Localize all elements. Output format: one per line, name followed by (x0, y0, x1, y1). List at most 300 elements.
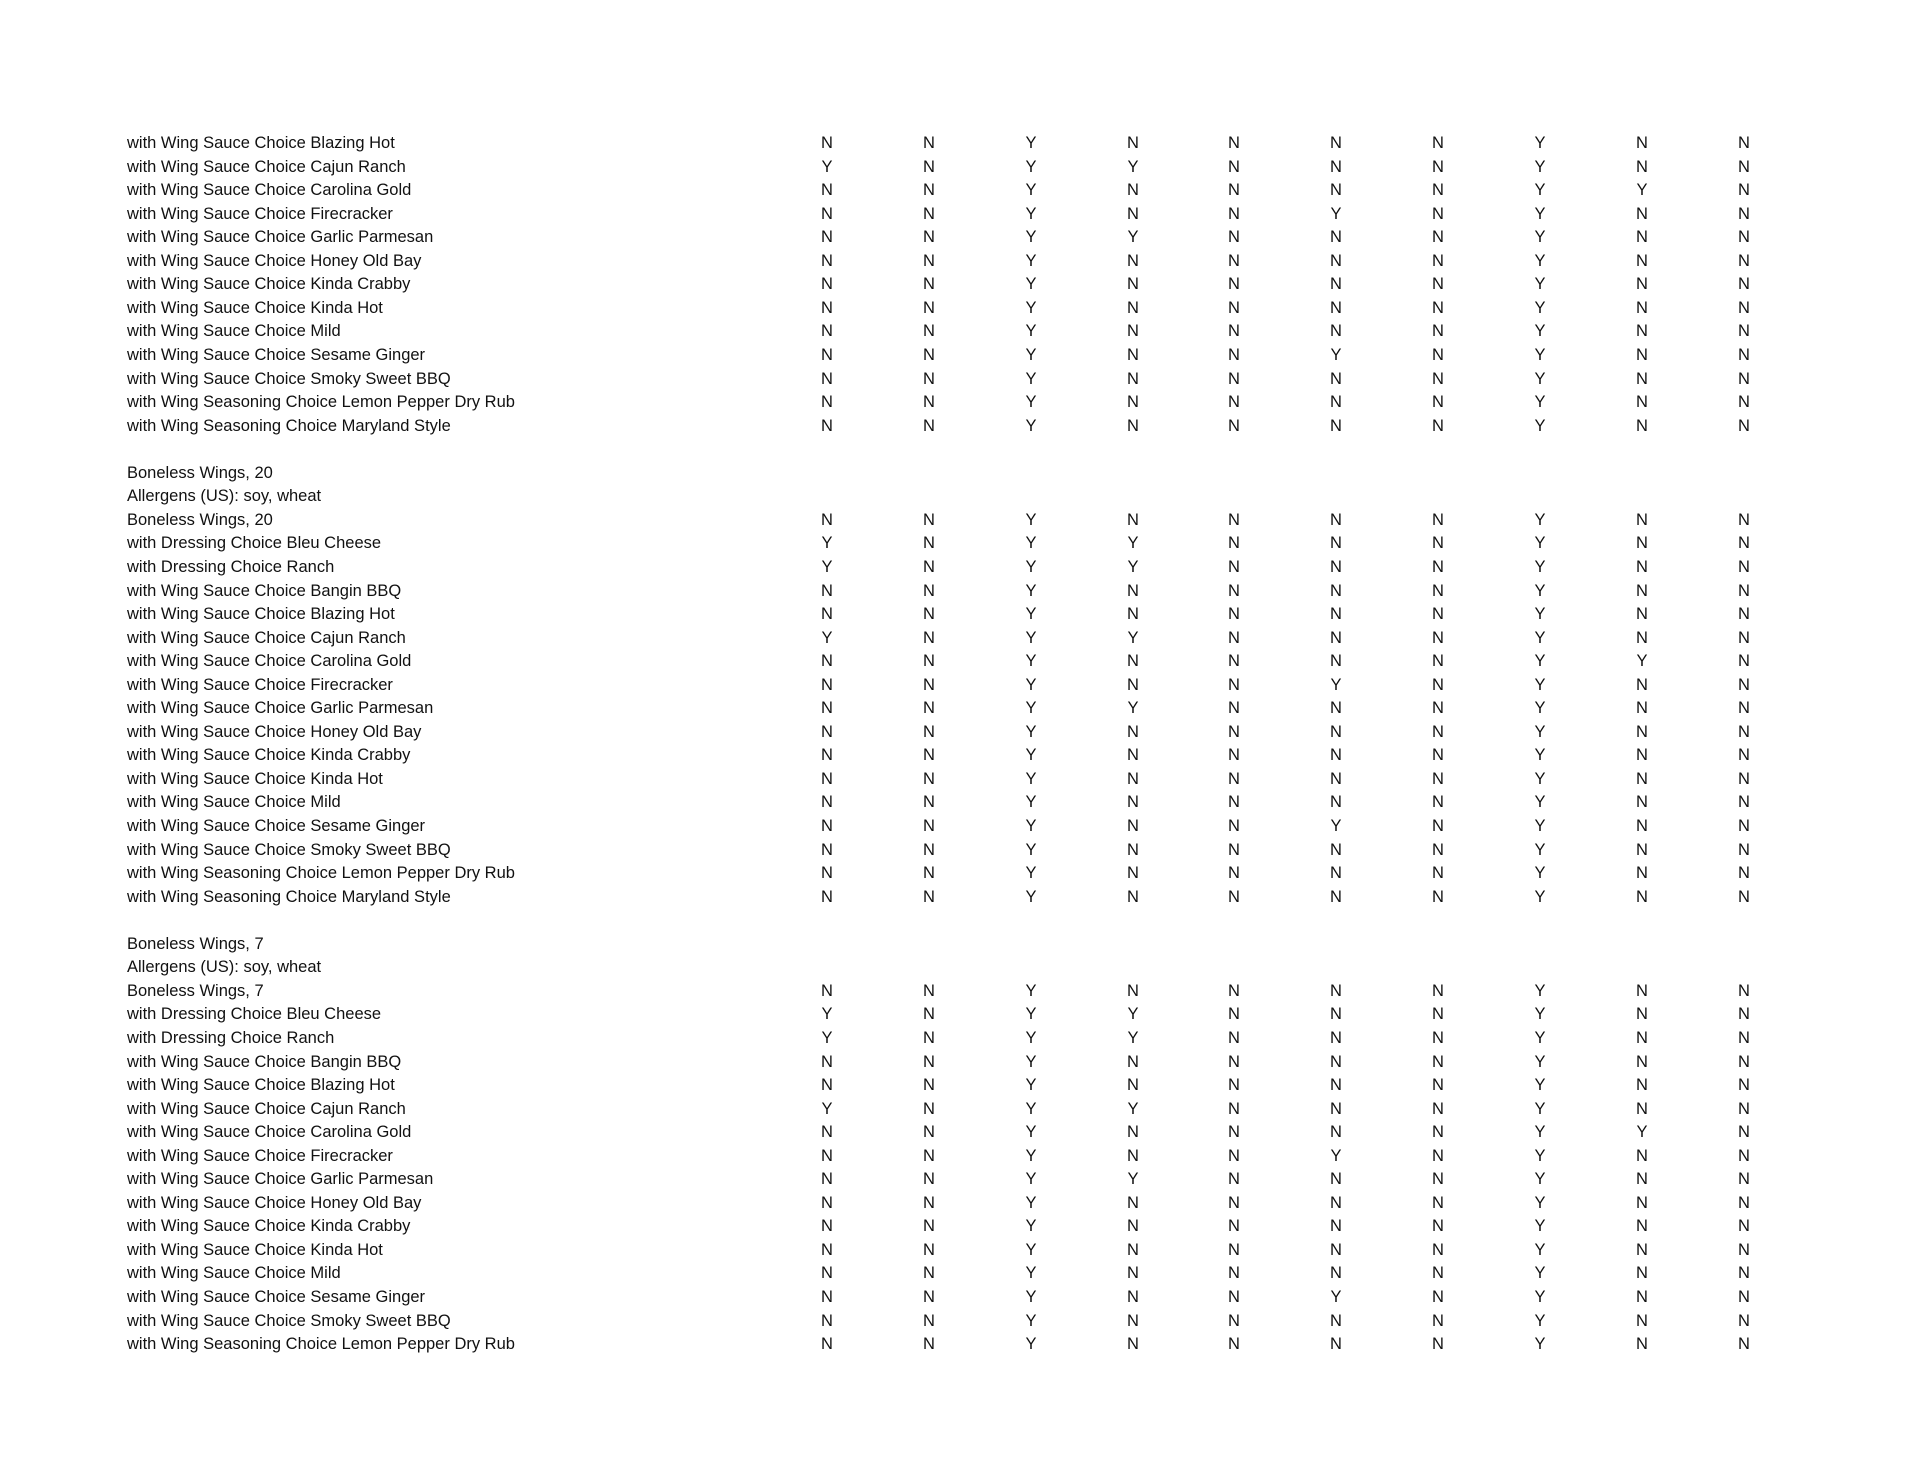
flag-cell: N (1228, 557, 1240, 576)
row-label: with Wing Sauce Choice Honey Old Bay (127, 1193, 422, 1212)
flag-cell: N (1330, 840, 1342, 859)
flag-cell: Y (1025, 1028, 1037, 1047)
flag-cell: N (1738, 652, 1750, 671)
section-title-row (0, 461, 1920, 485)
flag-cell: N (1330, 157, 1342, 176)
flag-cell: N (1127, 1076, 1139, 1094)
flag-cell: N (923, 769, 935, 788)
section-title: Boneless Wings, 7 (127, 934, 264, 953)
flag-cell: Y (1025, 1123, 1037, 1142)
flag-cell: N (821, 251, 833, 270)
flag-cell: N (1432, 1123, 1444, 1142)
flag-cell: N (1330, 1052, 1342, 1071)
flag-cell: N (1432, 1099, 1444, 1118)
flag-cell: Y (1025, 298, 1037, 317)
flag-cell: N (1127, 581, 1139, 600)
flag-cell: N (1228, 1076, 1240, 1094)
flag-cell: N (1636, 628, 1648, 647)
flag-cell: N (1228, 699, 1240, 718)
row-label: with Wing Sauce Choice Mild (127, 322, 341, 341)
flag-cell: N (1127, 251, 1139, 270)
flag-cell: Y (1330, 204, 1342, 223)
flag-cell: N (1432, 510, 1444, 529)
flag-cell: N (821, 181, 833, 200)
flag-cell: N (1636, 581, 1648, 600)
flag-cell: Y (821, 557, 833, 576)
row-label: with Wing Sauce Choice Blazing Hot (127, 1076, 395, 1094)
flag-cell: N (1228, 1335, 1240, 1353)
flag-cell: N (1738, 1052, 1750, 1071)
flag-cell: N (1636, 134, 1648, 152)
flag-cell: N (821, 1288, 833, 1306)
flag-cell: N (923, 722, 935, 741)
flag-cell: Y (821, 1099, 833, 1118)
flag-cell: Y (1025, 346, 1037, 364)
row-label: with Wing Sauce Choice Carolina Gold (127, 1123, 412, 1142)
flag-cell: N (1330, 1335, 1342, 1353)
flag-cell: Y (1025, 251, 1037, 270)
flag-cell: N (1738, 722, 1750, 741)
flag-cell: N (923, 204, 935, 223)
flag-cell: N (923, 1076, 935, 1094)
flag-cell: N (1738, 416, 1750, 435)
flag-cell: N (821, 605, 833, 623)
flag-cell: N (1330, 1076, 1342, 1094)
flag-cell: N (1738, 346, 1750, 364)
row-label: with Wing Sauce Choice Cajun Ranch (127, 628, 406, 647)
flag-cell: N (1228, 134, 1240, 152)
flag-cell: N (1432, 181, 1444, 200)
flag-cell: N (1127, 510, 1139, 529)
flag-cell: N (821, 1170, 833, 1189)
flag-cell: N (1738, 510, 1750, 529)
flag-cell: N (1432, 769, 1444, 788)
flag-cell: Y (1025, 981, 1037, 1000)
flag-cell: N (1738, 864, 1750, 883)
flag-cell: N (1432, 204, 1444, 223)
flag-cell: N (1228, 1146, 1240, 1165)
flag-cell: N (1330, 1240, 1342, 1259)
flag-cell: N (821, 793, 833, 812)
row-label: with Wing Sauce Choice Sesame Ginger (127, 346, 426, 364)
flag-cell: Y (1534, 1123, 1546, 1142)
flag-cell: N (1738, 605, 1750, 623)
flag-cell: N (1330, 251, 1342, 270)
flag-cell: N (923, 1170, 935, 1189)
flag-cell: Y (1534, 887, 1546, 906)
flag-cell: N (1330, 393, 1342, 412)
flag-cell: N (923, 1264, 935, 1283)
row-label: with Wing Sauce Choice Bangin BBQ (127, 581, 402, 600)
flag-cell: N (821, 817, 833, 835)
flag-cell: N (1636, 840, 1648, 859)
flag-cell: N (1636, 204, 1648, 223)
flag-cell: N (1432, 416, 1444, 435)
flag-cell: N (1432, 981, 1444, 1000)
flag-cell: Y (1025, 628, 1037, 647)
flag-cell: N (1738, 1005, 1750, 1024)
flag-cell: Y (1534, 605, 1546, 623)
flag-cell: Y (1025, 817, 1037, 835)
table-row (0, 249, 1920, 273)
flag-cell: N (1330, 534, 1342, 553)
row-label: with Wing Sauce Choice Garlic Parmesan (127, 228, 434, 247)
flag-cell: N (1432, 1335, 1444, 1353)
flag-cell: Y (1127, 1028, 1139, 1047)
flag-cell: N (821, 887, 833, 906)
flag-cell: N (1330, 298, 1342, 317)
row-label: with Wing Sauce Choice Mild (127, 1264, 341, 1283)
flag-cell: N (1228, 840, 1240, 859)
row-label: with Wing Sauce Choice Blazing Hot (127, 134, 395, 152)
flag-cell: N (1738, 581, 1750, 600)
flag-cell: N (1432, 157, 1444, 176)
row-label: with Wing Sauce Choice Firecracker (127, 204, 393, 223)
table-row (0, 885, 1920, 909)
flag-cell: N (1432, 1076, 1444, 1094)
flag-cell: Y (1534, 1146, 1546, 1165)
flag-cell: Y (821, 157, 833, 176)
flag-cell: N (1127, 322, 1139, 341)
flag-cell: N (923, 369, 935, 388)
flag-cell: N (1636, 864, 1648, 883)
flag-cell: N (923, 1335, 935, 1353)
flag-cell: Y (1025, 557, 1037, 576)
flag-cell: N (1228, 675, 1240, 694)
flag-cell: Y (1127, 157, 1139, 176)
flag-cell: N (1330, 1099, 1342, 1118)
flag-cell: N (1738, 1217, 1750, 1236)
flag-cell: Y (1534, 1217, 1546, 1236)
flag-cell: N (923, 1311, 935, 1330)
flag-cell: N (1738, 1076, 1750, 1094)
flag-cell: N (1636, 1099, 1648, 1118)
flag-cell: N (1228, 534, 1240, 553)
flag-cell: N (1432, 581, 1444, 600)
flag-cell: N (923, 1288, 935, 1306)
flag-cell: Y (1534, 369, 1546, 388)
flag-cell: Y (1534, 1028, 1546, 1047)
flag-cell: N (821, 1311, 833, 1330)
flag-cell: N (1127, 204, 1139, 223)
flag-cell: N (1636, 251, 1648, 270)
flag-cell: N (1330, 1170, 1342, 1189)
row-label: with Wing Sauce Choice Kinda Crabby (127, 275, 411, 294)
flag-cell: N (1127, 1146, 1139, 1165)
flag-cell: N (1636, 1076, 1648, 1094)
flag-cell: N (1330, 746, 1342, 765)
flag-cell: N (1228, 1217, 1240, 1236)
flag-cell: N (1738, 1288, 1750, 1306)
row-label: with Wing Sauce Choice Kinda Crabby (127, 746, 411, 765)
flag-cell: N (1432, 1052, 1444, 1071)
flag-cell: N (821, 1076, 833, 1094)
flag-cell: N (1738, 393, 1750, 412)
table-row (0, 131, 1920, 155)
allergens-text: Allergens (US): soy, wheat (127, 487, 322, 506)
flag-cell: Y (1025, 157, 1037, 176)
flag-cell: N (1228, 605, 1240, 623)
flag-cell: N (1432, 1264, 1444, 1283)
flag-cell: N (923, 322, 935, 341)
flag-cell: N (923, 1217, 935, 1236)
flag-cell: N (923, 1005, 935, 1024)
flag-cell: Y (1534, 864, 1546, 883)
flag-cell: N (1738, 1170, 1750, 1189)
flag-cell: N (1127, 1335, 1139, 1353)
flag-cell: N (1432, 652, 1444, 671)
flag-cell: N (1432, 605, 1444, 623)
table-row (0, 696, 1920, 720)
row-label: Boneless Wings, 7 (127, 981, 264, 1000)
flag-cell: N (1636, 1146, 1648, 1165)
flag-cell: Y (1636, 1123, 1648, 1142)
table-row (0, 343, 1920, 367)
flag-cell: Y (1025, 699, 1037, 718)
table-row (0, 673, 1920, 697)
flag-cell: N (1636, 157, 1648, 176)
row-label: with Dressing Choice Ranch (127, 557, 335, 576)
flag-cell: N (1127, 746, 1139, 765)
flag-cell: N (1636, 793, 1648, 812)
flag-cell: Y (1534, 275, 1546, 294)
flag-cell: Y (1025, 322, 1037, 341)
flag-cell: N (1432, 369, 1444, 388)
flag-cell: Y (1534, 675, 1546, 694)
flag-cell: N (1330, 864, 1342, 883)
flag-cell: Y (1534, 322, 1546, 341)
flag-cell: Y (1025, 1005, 1037, 1024)
flag-cell: N (1636, 1028, 1648, 1047)
flag-cell: N (1228, 1193, 1240, 1212)
flag-cell: N (1636, 1170, 1648, 1189)
flag-cell: Y (1025, 1076, 1037, 1094)
flag-cell: Y (1534, 1311, 1546, 1330)
table-row (0, 508, 1920, 532)
flag-cell: N (1228, 1099, 1240, 1118)
flag-cell: N (1738, 793, 1750, 812)
flag-cell: N (821, 204, 833, 223)
flag-cell: Y (1534, 557, 1546, 576)
flag-cell: N (1636, 605, 1648, 623)
row-label: with Dressing Choice Bleu Cheese (127, 1005, 382, 1024)
flag-cell: N (923, 699, 935, 718)
flag-cell: N (1127, 416, 1139, 435)
flag-cell: N (1228, 628, 1240, 647)
flag-cell: Y (1534, 181, 1546, 200)
row-label: with Dressing Choice Ranch (127, 1028, 335, 1047)
flag-cell: Y (1025, 652, 1037, 671)
table-row (0, 178, 1920, 202)
flag-cell: N (1127, 769, 1139, 788)
table-row (0, 414, 1920, 438)
flag-cell: N (1330, 628, 1342, 647)
flag-cell: N (1432, 393, 1444, 412)
flag-cell: N (1738, 1028, 1750, 1047)
flag-cell: N (1330, 887, 1342, 906)
flag-cell: N (1432, 346, 1444, 364)
flag-cell: Y (1127, 628, 1139, 647)
flag-cell: Y (1534, 981, 1546, 1000)
flag-cell: Y (1534, 1076, 1546, 1094)
flag-cell: N (1228, 251, 1240, 270)
flag-cell: Y (1025, 1170, 1037, 1189)
flag-cell: N (821, 1264, 833, 1283)
flag-cell: N (1432, 1193, 1444, 1212)
flag-cell: N (821, 746, 833, 765)
flag-cell: N (1636, 1052, 1648, 1071)
flag-cell: N (1330, 416, 1342, 435)
table-row (0, 390, 1920, 414)
allergens-row (0, 484, 1920, 508)
flag-cell: Y (1025, 887, 1037, 906)
flag-cell: N (1432, 722, 1444, 741)
flag-cell: N (1127, 346, 1139, 364)
flag-cell: N (1738, 840, 1750, 859)
flag-cell: Y (1025, 275, 1037, 294)
flag-cell: Y (1534, 204, 1546, 223)
flag-cell: N (1330, 557, 1342, 576)
flag-cell: N (1127, 864, 1139, 883)
row-label: with Wing Sauce Choice Carolina Gold (127, 181, 412, 200)
flag-cell: Y (1127, 228, 1139, 247)
flag-cell: Y (1534, 251, 1546, 270)
flag-cell: Y (1330, 346, 1342, 364)
flag-cell: N (1738, 1335, 1750, 1353)
row-label: with Wing Sauce Choice Garlic Parmesan (127, 1170, 434, 1189)
flag-cell: N (1432, 228, 1444, 247)
flag-cell: Y (1534, 393, 1546, 412)
table-row (0, 1002, 1920, 1026)
flag-cell: N (1738, 369, 1750, 388)
flag-cell: N (1432, 1005, 1444, 1024)
row-label: with Wing Sauce Choice Smoky Sweet BBQ (127, 369, 451, 388)
table-row (0, 1309, 1920, 1333)
table-row (0, 838, 1920, 862)
flag-cell: N (1127, 369, 1139, 388)
table-row (0, 319, 1920, 343)
flag-cell: N (1432, 1146, 1444, 1165)
row-label: with Wing Sauce Choice Cajun Ranch (127, 157, 406, 176)
flag-cell: N (923, 675, 935, 694)
flag-cell: N (1228, 157, 1240, 176)
flag-cell: N (1432, 1170, 1444, 1189)
table-row (0, 555, 1920, 579)
flag-cell: N (821, 228, 833, 247)
flag-cell: Y (1025, 1311, 1037, 1330)
flag-cell: Y (1534, 817, 1546, 835)
flag-cell: N (1636, 322, 1648, 341)
flag-cell: N (1738, 298, 1750, 317)
flag-cell: N (923, 1146, 935, 1165)
flag-cell: N (1432, 746, 1444, 765)
flag-cell: N (1636, 1193, 1648, 1212)
flag-cell: N (1738, 1264, 1750, 1283)
flag-cell: N (821, 864, 833, 883)
flag-cell: N (1228, 346, 1240, 364)
flag-cell: N (821, 769, 833, 788)
row-label: with Wing Sauce Choice Kinda Hot (127, 769, 383, 788)
flag-cell: N (1330, 981, 1342, 1000)
table-row (0, 720, 1920, 744)
table-row (0, 602, 1920, 626)
flag-cell: N (1738, 887, 1750, 906)
flag-cell: Y (1025, 181, 1037, 200)
section-title: Boneless Wings, 20 (127, 463, 273, 482)
flag-cell: Y (1534, 793, 1546, 812)
table-row (0, 1238, 1920, 1262)
flag-cell: Y (1127, 1170, 1139, 1189)
flag-cell: N (923, 1193, 935, 1212)
flag-cell: Y (1025, 1193, 1037, 1212)
row-label: with Wing Seasoning Choice Lemon Pepper Dry Rub (127, 1335, 515, 1353)
flag-cell: N (1127, 887, 1139, 906)
flag-cell: Y (1127, 1099, 1139, 1118)
flag-cell: N (923, 298, 935, 317)
row-label: with Wing Sauce Choice Honey Old Bay (127, 722, 422, 741)
flag-cell: N (923, 393, 935, 412)
flag-cell: Y (1636, 181, 1648, 200)
flag-cell: N (1228, 746, 1240, 765)
section-title-row (0, 932, 1920, 956)
flag-cell: Y (1534, 1052, 1546, 1071)
flag-cell: Y (1025, 840, 1037, 859)
flag-cell: N (923, 1052, 935, 1071)
flag-cell: N (1432, 298, 1444, 317)
row-label: with Wing Sauce Choice Mild (127, 793, 341, 812)
flag-cell: N (1636, 369, 1648, 388)
flag-cell: N (923, 181, 935, 200)
table-row (0, 1026, 1920, 1050)
flag-cell: N (1127, 1264, 1139, 1283)
flag-cell: Y (821, 1028, 833, 1047)
flag-cell: N (1432, 840, 1444, 859)
flag-cell: N (1432, 699, 1444, 718)
flag-cell: N (821, 981, 833, 1000)
flag-cell: N (1738, 746, 1750, 765)
table-row (0, 579, 1920, 603)
flag-cell: N (1127, 298, 1139, 317)
flag-cell: N (821, 840, 833, 859)
flag-cell: Y (1330, 1146, 1342, 1165)
flag-cell: N (1330, 1217, 1342, 1236)
flag-cell: N (821, 298, 833, 317)
flag-cell: N (1738, 157, 1750, 176)
flag-cell: N (1228, 1123, 1240, 1142)
flag-cell: N (1636, 722, 1648, 741)
flag-cell: N (1738, 1099, 1750, 1118)
flag-cell: N (821, 134, 833, 152)
row-label: with Wing Sauce Choice Cajun Ranch (127, 1099, 406, 1118)
flag-cell: N (1228, 204, 1240, 223)
flag-cell: Y (1127, 534, 1139, 553)
flag-cell: N (1636, 275, 1648, 294)
table-row (0, 649, 1920, 673)
flag-cell: Y (1534, 769, 1546, 788)
flag-cell: N (821, 369, 833, 388)
flag-cell: N (821, 1240, 833, 1259)
table-row (0, 814, 1920, 838)
flag-cell: N (1330, 510, 1342, 529)
flag-cell: N (1636, 699, 1648, 718)
flag-cell: N (1228, 298, 1240, 317)
flag-cell: Y (1025, 134, 1037, 152)
flag-cell: Y (1025, 204, 1037, 223)
flag-cell: Y (1025, 746, 1037, 765)
flag-cell: N (923, 840, 935, 859)
table-row (0, 1120, 1920, 1144)
flag-cell: N (1127, 840, 1139, 859)
